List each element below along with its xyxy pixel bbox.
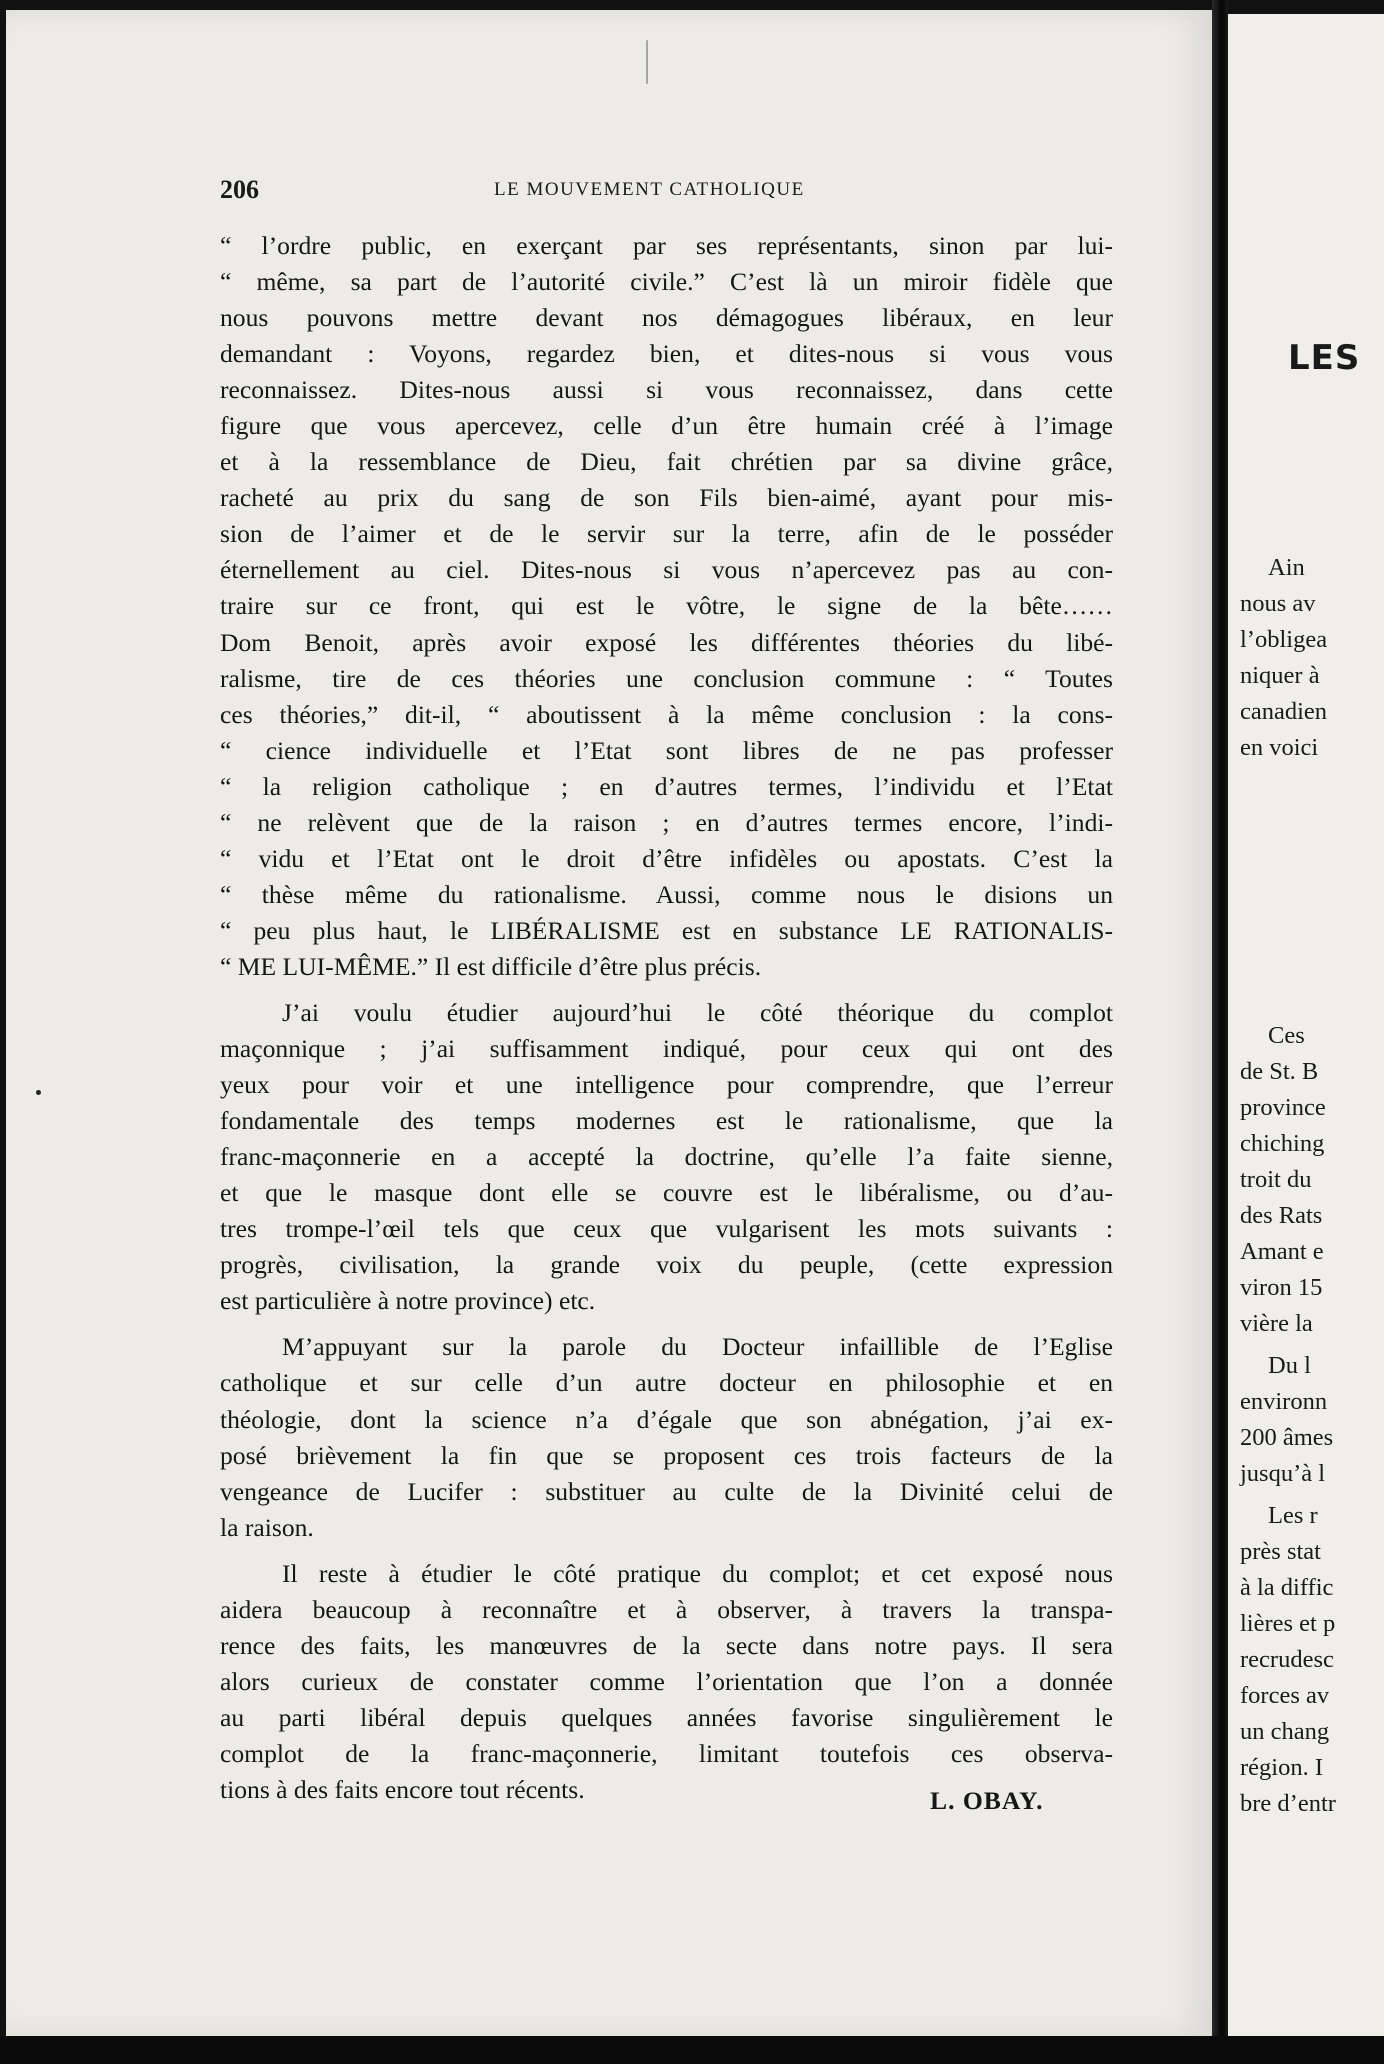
facing-page-text-fragment: un chang <box>1240 1718 1330 1745</box>
text-line: figure que vous apercevez, celle d’un être humain créé à l’image <box>220 411 1113 441</box>
text-line: ralisme, tire de ces théories une conclusion commune : “ Toutes <box>220 663 1113 693</box>
facing-page-heading: LES <box>1288 338 1361 378</box>
facing-page-text-fragment: Du l <box>1268 1352 1311 1379</box>
text-line: “ ME LUI-MÊME.” Il est difficile d’être plus précis. <box>220 951 762 981</box>
text-line: ces théories,” dit-il, “ aboutissent à la même conclusion : la cons- <box>220 699 1113 729</box>
paragraph-gap <box>220 985 1113 995</box>
facing-page-text-fragment: lières et p <box>1240 1610 1336 1637</box>
text-line: reconnaissez. Dites-nous aussi si vous reconnaissez, dans cette <box>220 375 1113 405</box>
text-line: rence des faits, les manœuvres de la secte dans notre pays. Il sera <box>220 1630 1113 1660</box>
book-gutter <box>1212 0 1228 2064</box>
text-line: progrès, civilisation, la grande voix du peuple, (cette expression <box>220 1250 1113 1280</box>
facing-page-text-fragment: près stat <box>1240 1538 1321 1565</box>
facing-page-text-fragment: Ces <box>1268 1022 1305 1049</box>
text-line: catholique et sur celle d’un autre docteur en philosophie et en <box>220 1368 1113 1398</box>
text-line: tres trompe-l’œil tels que ceux que vulgarisent les mots suivants : <box>220 1214 1113 1244</box>
text-line: et à la ressemblance de Dieu, fait chrétien par sa divine grâce, <box>220 447 1113 477</box>
author-signature: L. OBAY. <box>930 1786 1044 1815</box>
text-line: nous pouvons mettre devant nos démagogues libéraux, en leur <box>220 303 1113 333</box>
text-line: traire sur ce front, qui est le vôtre, le signe de la bête…… <box>220 591 1113 621</box>
facing-page-text-fragment: l’obligea <box>1240 626 1328 653</box>
text-line: “ peu plus haut, le LIBÉRALISME est en substance LE RATIONALIS- <box>220 915 1113 945</box>
text-line: vengeance de Lucifer : substituer au culte de la Divinité celui de <box>220 1476 1113 1506</box>
facing-page-text-fragment: à la diffic <box>1240 1574 1334 1601</box>
paragraph-gap <box>220 1319 1113 1329</box>
facing-page-text-fragment: en voici <box>1240 734 1319 761</box>
text-line: théologie, dont la science n’a d’égale que son abnégation, j’ai ex- <box>220 1404 1113 1434</box>
text-line: fondamentale des temps modernes est le rationalisme, que la <box>220 1106 1113 1136</box>
text-line: “ cience individuelle et l’Etat sont libres de ne pas professer <box>220 735 1113 765</box>
facing-page-text-fragment: province <box>1240 1094 1326 1121</box>
text-line: la raison. <box>220 1512 314 1542</box>
text-line: Dom Benoit, après avoir exposé les différentes théories du libé- <box>220 627 1113 657</box>
facing-page-text-fragment: bre d’entr <box>1240 1790 1336 1817</box>
dust-speck <box>646 40 648 84</box>
facing-page-text-fragment: forces av <box>1240 1682 1330 1709</box>
facing-page-text-fragment: Les r <box>1268 1502 1318 1529</box>
text-line: éternellement au ciel. Dites-nous si vous n’apercevez pas au con- <box>220 555 1113 585</box>
dust-speck <box>36 1090 41 1095</box>
text-line: alors curieux de constater comme l’orientation que l’on a donnée <box>220 1666 1113 1696</box>
article-body <box>220 228 1113 1808</box>
text-line: “ l’ordre public, en exerçant par ses représentants, sinon par lui- <box>220 231 1113 260</box>
facing-page-text-fragment: viron 15 <box>1240 1274 1323 1301</box>
paragraph-gap <box>220 1546 1113 1556</box>
text-line: “ thèse même du rationalisme. Aussi, comme nous le disions un <box>220 879 1113 909</box>
facing-page-text-fragment: 200 âmes <box>1240 1424 1334 1451</box>
running-title: LE MOUVEMENT CATHOLIQUE <box>494 179 805 200</box>
text-line: “ la religion catholique ; en d’autres termes, l’individu et l’Etat <box>220 771 1113 801</box>
running-head <box>220 175 1120 207</box>
facing-page-text-fragment: nous av <box>1240 590 1316 617</box>
facing-page-text-fragment: vière la <box>1240 1310 1313 1337</box>
text-line: et que le masque dont elle se couvre est le libéralisme, ou d’au- <box>220 1178 1113 1208</box>
text-line: “ même, sa part de l’autorité civile.” C’est là un miroir fidèle que <box>220 267 1113 297</box>
text-line: tions à des faits encore tout récents. <box>220 1774 585 1804</box>
scan-bottom-edge <box>0 2036 1384 2064</box>
facing-page-text-fragment: région. I <box>1240 1754 1323 1781</box>
facing-page-text-fragment: environn <box>1240 1388 1328 1415</box>
facing-page-text-fragment: jusqu’à l <box>1240 1460 1326 1487</box>
page-number: 206 <box>220 175 259 204</box>
text-line: aidera beaucoup à reconnaître et à observer, à travers la transpa- <box>220 1594 1113 1624</box>
text-line: Il reste à étudier le côté pratique du complot; et cet exposé nous <box>282 1558 1113 1588</box>
text-line: demandant : Voyons, regardez bien, et dites-nous si vous vous <box>220 339 1113 369</box>
text-line: posé brièvement la fin que se proposent ces trois facteurs de la <box>220 1440 1113 1470</box>
facing-page-text-fragment: chiching <box>1240 1130 1325 1157</box>
text-line: M’appuyant sur la parole du Docteur infaillible de l’Eglise <box>282 1332 1113 1362</box>
facing-page-text-fragment: troit du <box>1240 1166 1312 1193</box>
text-line: “ ne relèvent que de la raison ; en d’autres termes encore, l’indi- <box>220 807 1113 837</box>
facing-page-text-fragment: Amant e <box>1240 1238 1324 1265</box>
text-line: maçonnique ; j’ai suffisamment indiqué, pour ceux qui ont des <box>220 1034 1113 1064</box>
right-page-partial <box>1228 14 1384 2044</box>
facing-page-text-fragment: niquer à <box>1240 662 1320 689</box>
text-line: “ vidu et l’Etat ont le droit d’être infidèles ou apostats. C’est la <box>220 843 1113 873</box>
text-line: est particulière à notre province) etc. <box>220 1286 596 1316</box>
text-line: au parti libéral depuis quelques années favorise singulièrement le <box>220 1702 1113 1732</box>
text-line: racheté au prix du sang de son Fils bien-aimé, ayant pour mis- <box>220 483 1113 513</box>
facing-page-text-fragment: canadien <box>1240 698 1328 725</box>
text-line: J’ai voulu étudier aujourd’hui le côté théorique du complot <box>282 997 1113 1027</box>
text-line: complot de la franc-maçonnerie, limitant toutefois ces observa- <box>220 1738 1113 1768</box>
facing-page-text-fragment: Ain <box>1268 554 1305 581</box>
text-line: yeux pour voir et une intelligence pour comprendre, que l’erreur <box>220 1070 1113 1100</box>
facing-page-text-fragment: de St. B <box>1240 1058 1319 1085</box>
facing-page-text-fragment: des Rats <box>1240 1202 1323 1229</box>
facing-page-text-fragment: recrudesc <box>1240 1646 1334 1673</box>
text-line: franc-maçonnerie en a accepté la doctrine, qu’elle l’a faite sienne, <box>220 1142 1113 1172</box>
text-line: sion de l’aimer et de le servir sur la terre, afin de le posséder <box>220 519 1113 549</box>
